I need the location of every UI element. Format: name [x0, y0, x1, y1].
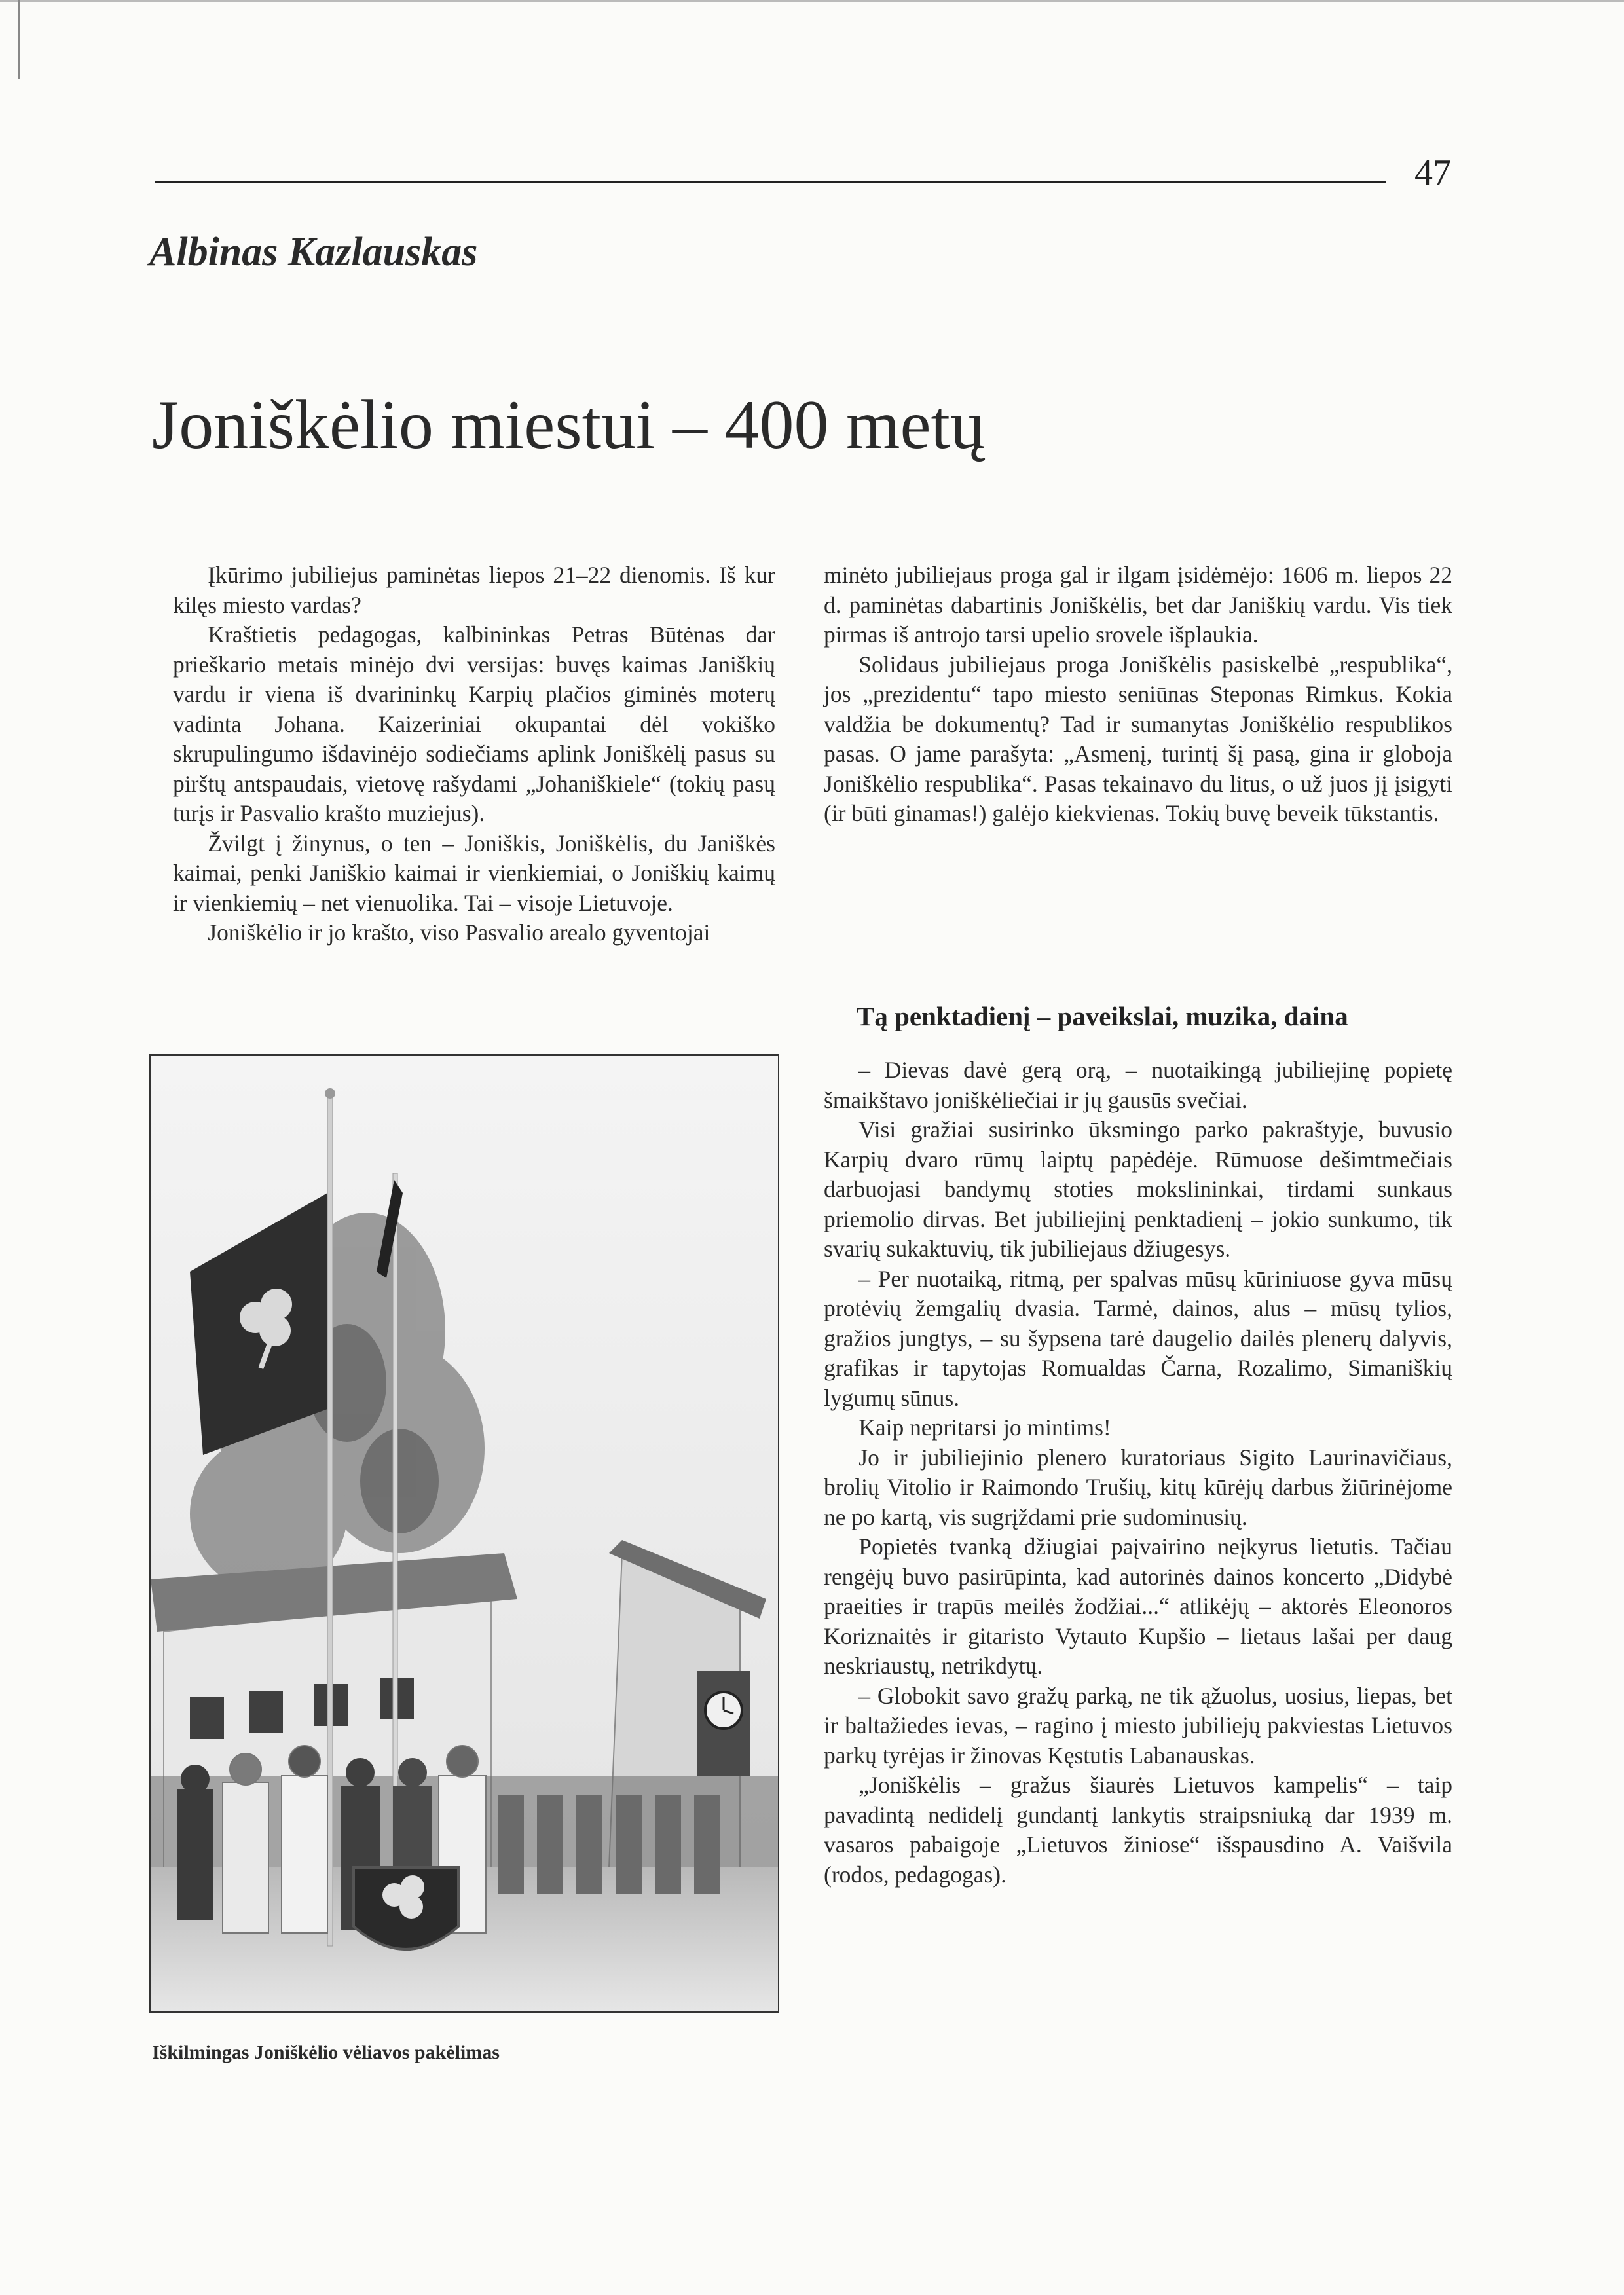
- right-column-top: [824, 560, 1452, 829]
- article-author: Albinas Kazlauskas: [149, 230, 478, 274]
- paragraph: Joniškėlio ir jo krašto, viso Pasvalio arealo gyventojai: [208, 919, 710, 946]
- paragraph: – Globokit savo gražų parką, ne tik ąžuolus, uosius, liepas, bet ir baltažiedes ievas, – ragino į miesto jubiliejų pakviestas Lietuvos parkų tyrėjas ir žinovas Kęstutis Labanauskas.: [824, 1682, 1452, 1769]
- paragraph: „Joniškėlis – gražus šiaurės Lietuvos kampelis“ – taip pavadintą nedidelį gundantį lankytis straipsniuką dar 1939 m. vasaros pabaigoje „Lietuvos žiniose“ išspausdino A. Vaišvila (rodos, pedagogas).: [824, 1772, 1452, 1888]
- header-rule: [155, 181, 1386, 183]
- left-column: [173, 560, 775, 948]
- paragraph: – Dievas davė gerą orą, – nuotaikingą jubiliejinę popietę šmaikštavo joniškėliečiai ir jų gausūs svečiai.: [824, 1057, 1452, 1113]
- paragraph: Popietės tvanką džiugiai paįvairino neįkyrus lietutis. Tačiau rengėjų buvo pasirūpinta, kad autorinės dainos koncerto „Didybė praeities ir trapūs meilės žodžiai...“ atlikėjų – aktorės Eleonoros Koriznaitės ir gitaristo Vytauto Kupšio – lietaus lašai per daug neskriaustų, netrikdytų.: [824, 1533, 1452, 1679]
- paragraph: Visi gražiai susirinko ūksmingo parko pakraštyje, buvusio Karpių dvaro rūmų laiptų papėdėje. Rūmuose dešimtmečiais darbuojasi bandymų stoties mokslininkai, tirdami sunkaus priemolio dirvas. Bet jubiliejinį penktadienį – jokio sunkumo, tik svarių sukaktuvių, tik jubiliejaus džiugesys.: [824, 1116, 1452, 1262]
- paragraph: Kraštietis pedagogas, kalbininkas Petras Būtėnas dar prieškario metais minėjo dvi versijas: buvęs kaimas Janiškių vardu ir viena iš dvarininkų Karpių plačios giminės moterų vadinta Johana. Kaizeriniai okupantai dėl vokiško skrupulingumo išdavinėjo sodiečiams aplink Joniškėlį pasus su pirštų antspaudais, vietovę rašydami „Johaniškiele“ (tokių pasų turįs ir Pasvalio krašto muziejus).: [173, 621, 775, 826]
- paragraph: Solidaus jubiliejaus proga Joniškėlis pasiskelbė „respublika“, jos „prezidentu“ tapo miesto seniūnas Steponas Rimkus. Kokia valdžia be dokumentų? Tad ir sumanytas Joniškėlio respublikos pasas. O jame parašyta: „Asmenį, turintį šį pasą, gina ir globoja Joniškėlio respublika“. Pasas tekainavo du litus, o už juos jį įsigyti (ir būti ginamas!) galėjo kiekvienas. Tokių buvę beveik tūkstantis.: [824, 651, 1452, 826]
- paragraph: Jo ir jubiliejinio plenero kuratoriaus Sigito Laurinavičiaus, brolių Vitolio ir Raimondo Trušių, kitų kūrėjų darbus žiūrinėjome ne po kartą, vis sugrįždami prie sudominusių.: [824, 1444, 1452, 1530]
- page-number: 47: [1414, 153, 1451, 193]
- paragraph: – Per nuotaiką, ritmą, per spalvas mūsų kūriniuose gyva mūsų protėvių žemgalių dvasia. Tarmė, dainos, alus – mūsų tylios, gražios jungtys, – su šypsena tarė daugelio dailės plenerų dalyvis, grafikas ir tapytojas Romualdas Čarna, Rozalimo, Simaniškių lygumų sūnus.: [824, 1265, 1452, 1411]
- scan-edge-line: [0, 0, 1624, 2]
- scan-edge-line: [18, 0, 20, 79]
- paragraph: Kaip nepritarsi jo mintims!: [858, 1414, 1111, 1441]
- photo-caption: Iškilmingas Joniškėlio vėliavos pakėlimas: [152, 2042, 500, 2063]
- paragraph: Žvilgt į žinynus, o ten – Joniškis, Joniškėlis, du Janiškės kaimai, penki Janiškio kaimai ir vienkiemiai, o Joniškių kaimų ir vienkiemių – net vienuolika. Tai – visoje Lietuvoje.: [173, 830, 775, 916]
- paragraph: Įkūrimo jubiliejus paminėtas liepos 21–22 dienomis. Iš kur kilęs miesto vardas?: [173, 562, 775, 618]
- section-heading: Tą penktadienį – paveikslai, muzika, daina: [857, 1001, 1348, 1031]
- paragraph: minėto jubiliejaus proga gal ir ilgam įsidėmėjo: 1606 m. liepos 22 d. paminėtas dabartinis Joniškėlis, bet dar Janiškių vardu. Vis tiek pirmas iš antrojo tarsi upelio srovele išplaukia.: [824, 562, 1452, 648]
- article-title: Joniškėlio miestui – 400 metų: [152, 386, 985, 463]
- right-column-bottom: [824, 1056, 1452, 1890]
- flag-raising-photo: [149, 1054, 779, 2013]
